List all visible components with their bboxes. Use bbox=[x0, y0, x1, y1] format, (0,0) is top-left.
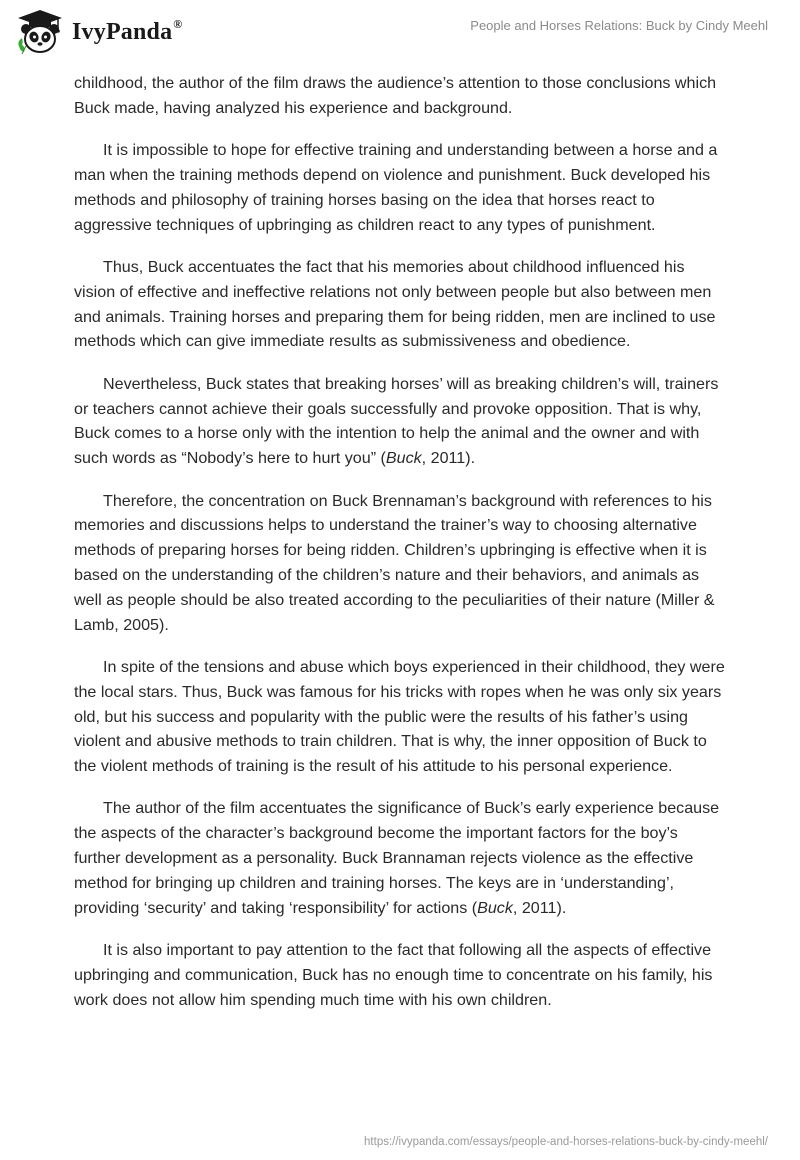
paragraph-text: The author of the film accentuates the significance of Buck’s early experience because the aspects of the character’s background become the important factors for the boy’s further development as a personality. Buck Brannaman rejects violence as the effective method for bringing up children and training horses. The keys are in ‘understanding’, providing ‘security’ and taking ‘responsibility’ for actions ( bbox=[74, 799, 720, 917]
page-header bbox=[0, 0, 800, 66]
paragraph: In spite of the tensions and abuse which boys experienced in their childhood, they were the local stars. Thus, Buck was famous for his tricks with ropes when he was only six years old, but his success and popularity with the public were the results of his father’s using violent and abusive methods to train children. That is why, the inner opposition of Buck to the violent methods of training is the result of his attitude to his personal experience. bbox=[74, 657, 725, 776]
paragraph bbox=[74, 372, 728, 471]
panda-graduation-cap-logo-icon bbox=[14, 8, 66, 56]
paragraph: childhood, the author of the film draws the audience’s attention to those conclusions which Buck made, having analyzed his experience and background. bbox=[74, 74, 717, 117]
registered-mark: ® bbox=[173, 16, 183, 31]
brand-name: IvyPanda® bbox=[72, 16, 183, 45]
document-title: People and Horses Relations: Buck by Cindy Meehl bbox=[470, 18, 768, 33]
paragraph: Therefore, the concentration on Buck Brennaman’s background with references to his memories and discussions helps to understand the trainer’s way to choosing alternative methods of preparing horses for being ridden. Children’s upbringing is effective when it is based on the understanding of the children’s nature and their behaviors, and animals as well as people should be also treated according to the peculiarities of their nature (Miller & Lamb, 2005). bbox=[74, 491, 715, 634]
citation-title: Buck bbox=[385, 449, 422, 468]
paragraph bbox=[74, 796, 728, 920]
paragraph: Thus, Buck accentuates the fact that his memories about childhood influenced his vision of effective and ineffective relations not only between people but also between men and animals. Training horses and preparing them for being ridden, men are inclined to use methods which can give immediate results as submissiveness and obedience. bbox=[74, 257, 716, 351]
brand-logo[interactable] bbox=[14, 8, 182, 56]
paragraph-text: Nevertheless, Buck states that breaking horses’ will as breaking children’s will, trainers or teachers cannot achieve their goals successfully and provoke opposition. That is why, Buck comes to a horse only with the intention to help the animal and the owner and with such words as “Nobody’s here to hurt you” ( bbox=[74, 374, 719, 468]
source-url[interactable]: https://ivypanda.com/essays/people-and-horses-relations-buck-by-cindy-meehl/ bbox=[364, 1136, 768, 1148]
citation-title: Buck bbox=[477, 898, 513, 917]
paragraph: It is impossible to hope for effective training and understanding between a horse and a man when the training methods depend on violence and punishment. Buck developed his methods and philosophy of training horses basing on the idea that horses react to aggressive techniques of upbringing as children react to any types of punishment. bbox=[74, 141, 718, 234]
essay-body bbox=[74, 71, 728, 1030]
paragraph-text: , 2011). bbox=[512, 898, 567, 917]
paragraph: It is also important to pay attention to the fact that following all the aspects of effective upbringing and communication, Buck has no enough time to concentrate on his family, his work does not allow him spending much time with his own children. bbox=[74, 941, 713, 1009]
paragraph-text: , 2011). bbox=[421, 449, 476, 468]
